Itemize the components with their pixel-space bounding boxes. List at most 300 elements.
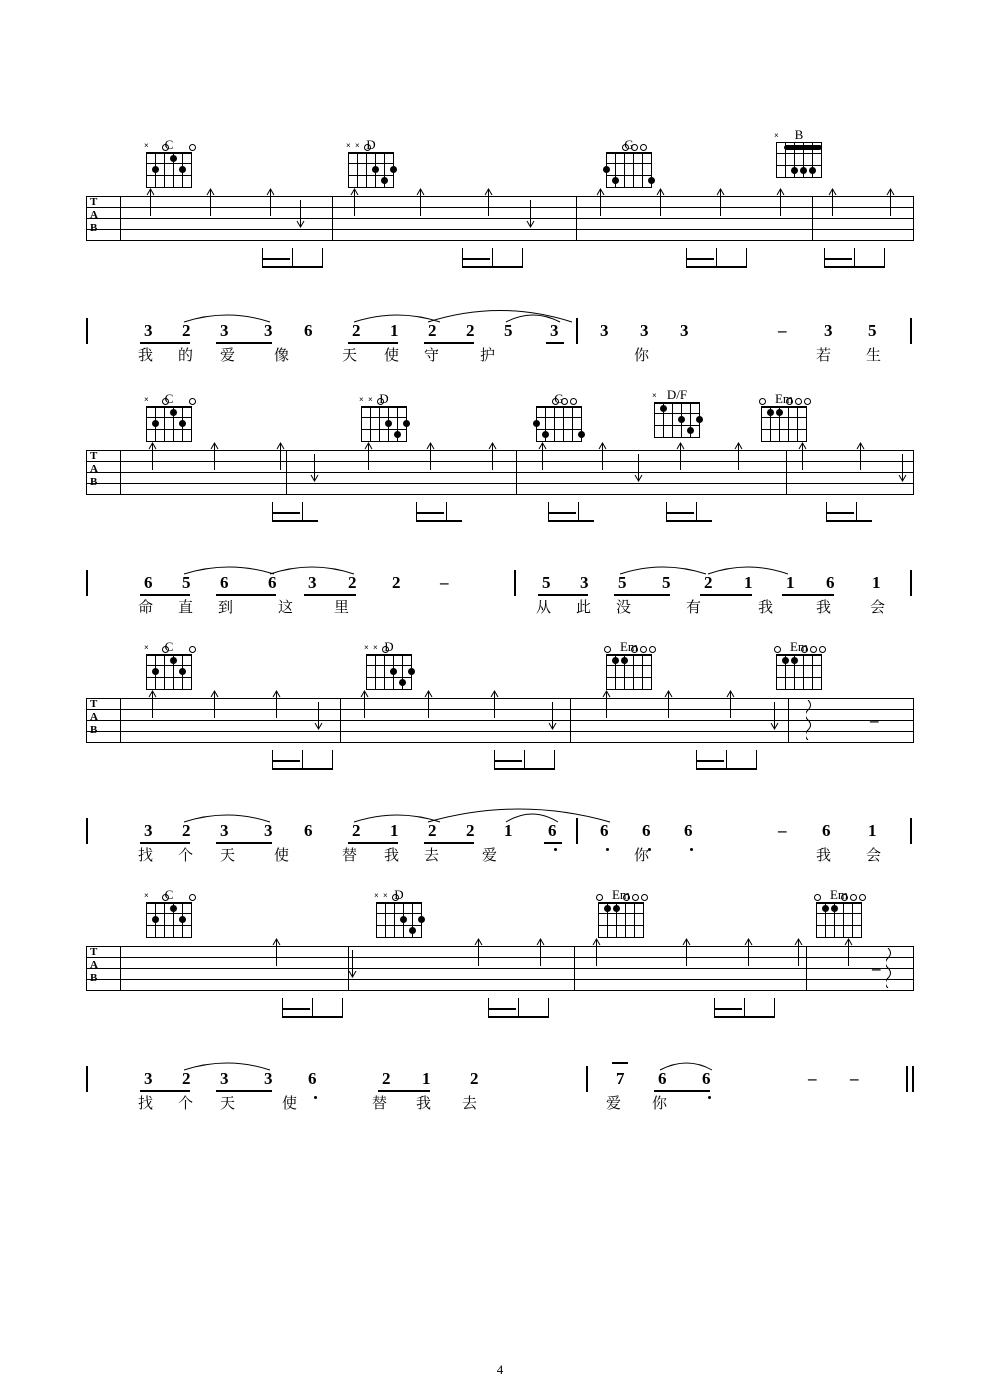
rhythm-beam — [282, 1016, 343, 1018]
tab-system — [86, 946, 914, 1008]
slur — [182, 810, 272, 824]
chord-name: Em — [789, 639, 809, 654]
chord-name: Em — [619, 639, 639, 654]
rhythm-beam — [824, 258, 852, 260]
strum-up-arrow — [828, 188, 837, 214]
rhythm-stem — [716, 248, 717, 268]
strum-up-arrow — [266, 188, 275, 214]
note-number: 2 — [466, 821, 475, 840]
tab-letter-t: T — [90, 196, 98, 208]
tab-letter-b: B — [90, 476, 98, 488]
chord-diagram — [600, 640, 658, 690]
rhythm-beam — [272, 768, 333, 770]
strum-up-arrow — [726, 690, 735, 716]
note-number: 1 — [504, 821, 513, 840]
lyric-char: 你 — [634, 346, 650, 364]
note-number: 3 — [580, 573, 589, 592]
rhythm-stem — [554, 750, 555, 770]
note-number: 3 — [144, 321, 153, 340]
lyric-char: 我 — [816, 846, 832, 864]
chord-diagram — [530, 392, 588, 442]
rhythm-stem — [522, 248, 523, 268]
note-number: 2 — [428, 821, 437, 840]
chord-diagram — [370, 888, 428, 938]
note-number: 1 — [744, 573, 753, 592]
strum-down-arrow — [548, 702, 557, 728]
note-number: 5 — [504, 321, 513, 340]
note-number: 6 — [268, 573, 277, 592]
note-number: 2 — [182, 1069, 191, 1088]
lyric-char: 天 — [220, 1094, 236, 1112]
lyric-char: 里 — [334, 598, 350, 616]
strum-up-arrow — [596, 188, 605, 214]
page-number: 4 — [496, 1362, 504, 1377]
rhythm-stem — [492, 248, 493, 268]
chord-diagram — [592, 888, 650, 938]
rhythm-stem — [856, 502, 857, 522]
strum-squiggle — [886, 948, 894, 988]
note-number: 2 — [428, 321, 437, 340]
chord-diagram — [140, 640, 198, 690]
note-number: 3 — [308, 573, 317, 592]
note-number: 3 — [600, 321, 609, 340]
chord-grid — [816, 902, 862, 938]
notation-line — [86, 570, 914, 632]
note-number: 2 — [382, 1069, 391, 1088]
tab-system — [86, 450, 914, 512]
chord-name: G — [554, 391, 564, 406]
slur — [182, 562, 276, 576]
strum-up-arrow — [426, 442, 435, 468]
strum-up-arrow — [350, 188, 359, 214]
rhythm-beam — [282, 1008, 310, 1010]
slur — [182, 1058, 272, 1072]
rhythm-beam — [824, 266, 885, 268]
note-number: 3 — [824, 321, 833, 340]
chord-name: C — [164, 137, 174, 152]
chord-name: C — [164, 639, 174, 654]
strum-up-arrow — [416, 188, 425, 214]
note-number: 6 — [600, 821, 609, 840]
strum-up-arrow — [276, 442, 285, 468]
chord-grid: × × — [348, 152, 394, 188]
strum-down-arrow — [314, 702, 323, 728]
chord-grid — [536, 406, 582, 442]
rhythm-beam — [666, 520, 712, 522]
rhythm-beam — [488, 1016, 549, 1018]
rhythm-beam — [488, 1008, 516, 1010]
rhythm-beam — [462, 258, 490, 260]
rhythm-beam — [666, 512, 694, 514]
rhythm-stem — [518, 998, 519, 1018]
rhythm-beam — [272, 520, 318, 522]
rhythm-beam — [416, 512, 444, 514]
strum-up-arrow — [794, 938, 803, 964]
rhythm-beam — [262, 266, 323, 268]
slur — [504, 808, 560, 824]
strum-up-arrow — [592, 938, 601, 964]
rhythm-stem — [524, 750, 525, 770]
lyric-char: 我 — [758, 598, 774, 616]
chord-diagram — [140, 392, 198, 442]
note-number: 3 — [144, 821, 153, 840]
note-number: 7 — [616, 1069, 625, 1088]
chord-grid — [761, 406, 807, 442]
note-number: 5 — [618, 573, 627, 592]
strum-up-arrow — [210, 442, 219, 468]
rhythm-stem — [342, 998, 343, 1018]
rhythm-stem — [774, 998, 775, 1018]
strum-up-arrow — [474, 938, 483, 964]
rhythm-stem — [726, 750, 727, 770]
lyric-char: 会 — [870, 598, 886, 616]
lyric-char: 的 — [178, 346, 194, 364]
rhythm-beam — [714, 1008, 742, 1010]
chord-diagram — [600, 138, 658, 188]
lyric-char: 这 — [278, 598, 294, 616]
tab-letter-a: A — [90, 959, 98, 971]
rhythm-beam — [686, 266, 747, 268]
note-number: 1 — [872, 573, 881, 592]
hold-dash: – — [850, 1069, 859, 1088]
chord-diagram — [355, 392, 413, 442]
note-number: 6 — [826, 573, 835, 592]
strum-up-arrow — [484, 188, 493, 214]
lyric-char: 天 — [342, 346, 358, 364]
tab-staff — [86, 196, 914, 258]
note-number: 6 — [304, 821, 313, 840]
strum-down-arrow — [634, 454, 643, 480]
strum-up-arrow — [656, 188, 665, 214]
strum-down-arrow — [770, 702, 779, 728]
rhythm-stem — [854, 248, 855, 268]
notation-line — [86, 1066, 914, 1128]
note-number: 2 — [182, 321, 191, 340]
lyric-char: 我 — [416, 1094, 432, 1112]
note-number: 2 — [182, 821, 191, 840]
lyric-char: 爱 — [220, 346, 236, 364]
rhythm-beam — [494, 760, 522, 762]
tab-letter-t: T — [90, 946, 98, 958]
rhythm-stem — [302, 502, 303, 522]
strum-up-arrow — [272, 690, 281, 716]
note-number: 5 — [662, 573, 671, 592]
note-number: 2 — [704, 573, 713, 592]
tab-staff — [86, 946, 914, 1008]
strum-up-arrow — [676, 442, 685, 468]
strum-up-arrow — [744, 938, 753, 964]
strum-up-arrow — [602, 690, 611, 716]
tab-letter-a: A — [90, 711, 98, 723]
lyric-char: 我 — [384, 846, 400, 864]
strum-up-arrow — [490, 690, 499, 716]
rhythm-stem — [332, 750, 333, 770]
strum-squiggle — [806, 700, 814, 740]
lyric-char: 从 — [536, 598, 552, 616]
chord-diagram — [755, 392, 813, 442]
tab-letter-b: B — [90, 724, 98, 736]
note-number: 6 — [308, 1069, 317, 1088]
chord-grid: × × — [376, 902, 422, 938]
tab-letter-b: B — [90, 222, 98, 234]
rhythm-beam — [548, 512, 576, 514]
note-number: 3 — [264, 821, 273, 840]
note-number: 2 — [352, 821, 361, 840]
lyric-char: 会 — [866, 846, 882, 864]
chord-grid — [606, 654, 652, 690]
strum-up-arrow — [716, 188, 725, 214]
rhythm-beam — [262, 258, 290, 260]
lyric-char: 若 — [816, 346, 832, 364]
lyric-char: 有 — [686, 598, 702, 616]
strum-up-arrow — [206, 188, 215, 214]
chord-grid: × — [654, 402, 700, 438]
tab-letter-a: A — [90, 463, 98, 475]
lyric-char: 生 — [866, 346, 882, 364]
slur — [618, 562, 708, 576]
note-number: 1 — [390, 321, 399, 340]
rhythm-stem — [884, 248, 885, 268]
lyric-char: 没 — [616, 598, 632, 616]
note-number: 3 — [264, 321, 273, 340]
strum-up-arrow — [598, 442, 607, 468]
chord-diagram — [342, 138, 400, 188]
lyric-char: 你 — [652, 1094, 668, 1112]
hold-dash: – — [778, 321, 787, 340]
rhythm-stem — [312, 998, 313, 1018]
lyric-char: 个 — [178, 846, 194, 864]
lyric-char: 替 — [372, 1094, 388, 1112]
lyric-char: 爱 — [482, 846, 498, 864]
note-number: 6 — [548, 821, 557, 840]
note-number: 3 — [220, 821, 229, 840]
note-number: 3 — [220, 1069, 229, 1088]
strum-up-arrow — [148, 690, 157, 716]
chord-grid — [606, 152, 652, 188]
note-number: 1 — [786, 573, 795, 592]
rhythm-beam — [714, 1016, 775, 1018]
hold-dash: – — [440, 573, 449, 592]
strum-up-arrow — [148, 442, 157, 468]
chord-name: Em — [774, 391, 794, 406]
strum-down-arrow — [310, 454, 319, 480]
slur — [268, 562, 356, 576]
lyric-char: 像 — [274, 346, 290, 364]
chord-diagram — [770, 640, 828, 690]
notation-line — [86, 318, 914, 380]
note-number: 2 — [348, 573, 357, 592]
notation-line — [86, 818, 914, 880]
chord-diagram — [140, 888, 198, 938]
note-number: 6 — [304, 321, 313, 340]
strum-down-arrow — [898, 454, 907, 480]
tab-letter-a: A — [90, 209, 98, 221]
note-number: 6 — [684, 821, 693, 840]
note-number: 6 — [144, 573, 153, 592]
rhythm-stem — [578, 502, 579, 522]
rhythm-beam — [416, 520, 462, 522]
strum-up-arrow — [488, 442, 497, 468]
lyric-char: 你 — [634, 846, 650, 864]
chord-diagram — [360, 640, 418, 690]
rhythm-stem — [746, 248, 747, 268]
lyric-char: 守 — [424, 346, 440, 364]
chord-name: D — [379, 391, 389, 406]
note-number: 2 — [352, 321, 361, 340]
chord-grid: × — [146, 152, 192, 188]
strum-up-arrow — [210, 690, 219, 716]
note-number: 3 — [264, 1069, 273, 1088]
strum-up-arrow — [776, 188, 785, 214]
chord-name: C — [164, 887, 174, 902]
note-number: 6 — [658, 1069, 667, 1088]
chord-diagram — [770, 128, 828, 178]
note-number: 6 — [220, 573, 229, 592]
lyric-char: 护 — [480, 346, 496, 364]
hold-dash: – — [870, 711, 879, 730]
chord-grid: × — [146, 902, 192, 938]
strum-up-arrow — [272, 938, 281, 964]
rhythm-beam — [462, 266, 523, 268]
lyric-char: 找 — [138, 846, 154, 864]
lyric-char: 到 — [218, 598, 234, 616]
note-number: 5 — [868, 321, 877, 340]
strum-up-arrow — [146, 188, 155, 214]
rhythm-stem — [548, 998, 549, 1018]
note-number: 6 — [822, 821, 831, 840]
note-number: 6 — [642, 821, 651, 840]
hold-dash: – — [778, 821, 787, 840]
strum-up-arrow — [798, 442, 807, 468]
lyric-char: 去 — [424, 846, 440, 864]
rhythm-beam — [272, 512, 300, 514]
note-number: 3 — [144, 1069, 153, 1088]
lyric-char: 去 — [462, 1094, 478, 1112]
rhythm-beam — [686, 258, 714, 260]
lyric-char: 我 — [816, 598, 832, 616]
note-number: 3 — [640, 321, 649, 340]
slur — [658, 1058, 714, 1072]
note-number: 3 — [680, 321, 689, 340]
note-number: 2 — [392, 573, 401, 592]
slur — [706, 562, 790, 576]
note-number: 3 — [550, 321, 559, 340]
chord-name: Em — [829, 887, 849, 902]
note-number: 3 — [220, 321, 229, 340]
rhythm-stem — [292, 248, 293, 268]
note-number: 2 — [470, 1069, 479, 1088]
chord-grid — [598, 902, 644, 938]
strum-up-arrow — [682, 938, 691, 964]
chord-name: G — [624, 137, 634, 152]
chord-name: Em — [611, 887, 631, 902]
strum-up-arrow — [664, 690, 673, 716]
rhythm-beam — [696, 760, 724, 762]
lyric-char: 此 — [576, 598, 592, 616]
lyric-char: 使 — [282, 1094, 298, 1112]
strum-up-arrow — [536, 938, 545, 964]
tab-letter-t: T — [90, 450, 98, 462]
lyric-char: 直 — [178, 598, 194, 616]
hold-dash: – — [808, 1069, 817, 1088]
strum-down-arrow — [296, 200, 305, 226]
strum-up-arrow — [844, 938, 853, 964]
rhythm-beam — [826, 520, 872, 522]
tab-system — [86, 698, 914, 760]
tab-staff — [86, 450, 914, 512]
chord-diagram — [140, 138, 198, 188]
note-number: 5 — [182, 573, 191, 592]
slur — [182, 310, 272, 324]
chord-grid: × — [146, 406, 192, 442]
rhythm-beam — [272, 760, 300, 762]
strum-up-arrow — [734, 442, 743, 468]
chord-grid: × — [146, 654, 192, 690]
lyric-char: 使 — [274, 846, 290, 864]
strum-down-arrow — [348, 950, 357, 976]
lyric-char: 爱 — [606, 1094, 622, 1112]
chord-diagram — [810, 888, 868, 938]
strum-up-arrow — [856, 442, 865, 468]
strum-up-arrow — [424, 690, 433, 716]
chord-name: D — [384, 639, 394, 654]
slur — [504, 310, 562, 324]
chord-name: B — [794, 127, 804, 142]
chord-grid: × × — [366, 654, 412, 690]
lyric-char: 我 — [138, 346, 154, 364]
note-number: 1 — [390, 821, 399, 840]
chord-name: D — [394, 887, 404, 902]
rhythm-beam — [548, 520, 594, 522]
tab-letter-t: T — [90, 698, 98, 710]
lyric-char: 个 — [178, 1094, 194, 1112]
rhythm-stem — [756, 750, 757, 770]
chord-name: D — [366, 137, 376, 152]
chord-grid: × × — [361, 406, 407, 442]
strum-up-arrow — [538, 442, 547, 468]
note-number: 2 — [466, 321, 475, 340]
note-number: 1 — [868, 821, 877, 840]
note-number: 1 — [422, 1069, 431, 1088]
lyric-char: 命 — [138, 598, 154, 616]
tab-staff — [86, 698, 914, 760]
rhythm-beam — [494, 768, 555, 770]
lyric-char: 找 — [138, 1094, 154, 1112]
strum-down-arrow — [526, 200, 535, 226]
chord-grid: × — [776, 142, 822, 178]
rhythm-beam — [696, 768, 757, 770]
chord-name: D/F — [666, 387, 688, 402]
rhythm-stem — [322, 248, 323, 268]
strum-up-arrow — [886, 188, 895, 214]
rhythm-stem — [696, 502, 697, 522]
chord-diagram — [648, 388, 706, 438]
lyric-char: 替 — [342, 846, 358, 864]
chord-grid — [776, 654, 822, 690]
note-number: 6 — [702, 1069, 711, 1088]
hold-dash: – — [872, 959, 881, 978]
rhythm-beam — [826, 512, 854, 514]
rhythm-stem — [302, 750, 303, 770]
strum-up-arrow — [360, 690, 369, 716]
note-number: 5 — [542, 573, 551, 592]
rhythm-stem — [446, 502, 447, 522]
lyric-char: 使 — [384, 346, 400, 364]
tab-letter-b: B — [90, 972, 98, 984]
chord-name: C — [164, 391, 174, 406]
rhythm-stem — [744, 998, 745, 1018]
tab-system — [86, 196, 914, 258]
